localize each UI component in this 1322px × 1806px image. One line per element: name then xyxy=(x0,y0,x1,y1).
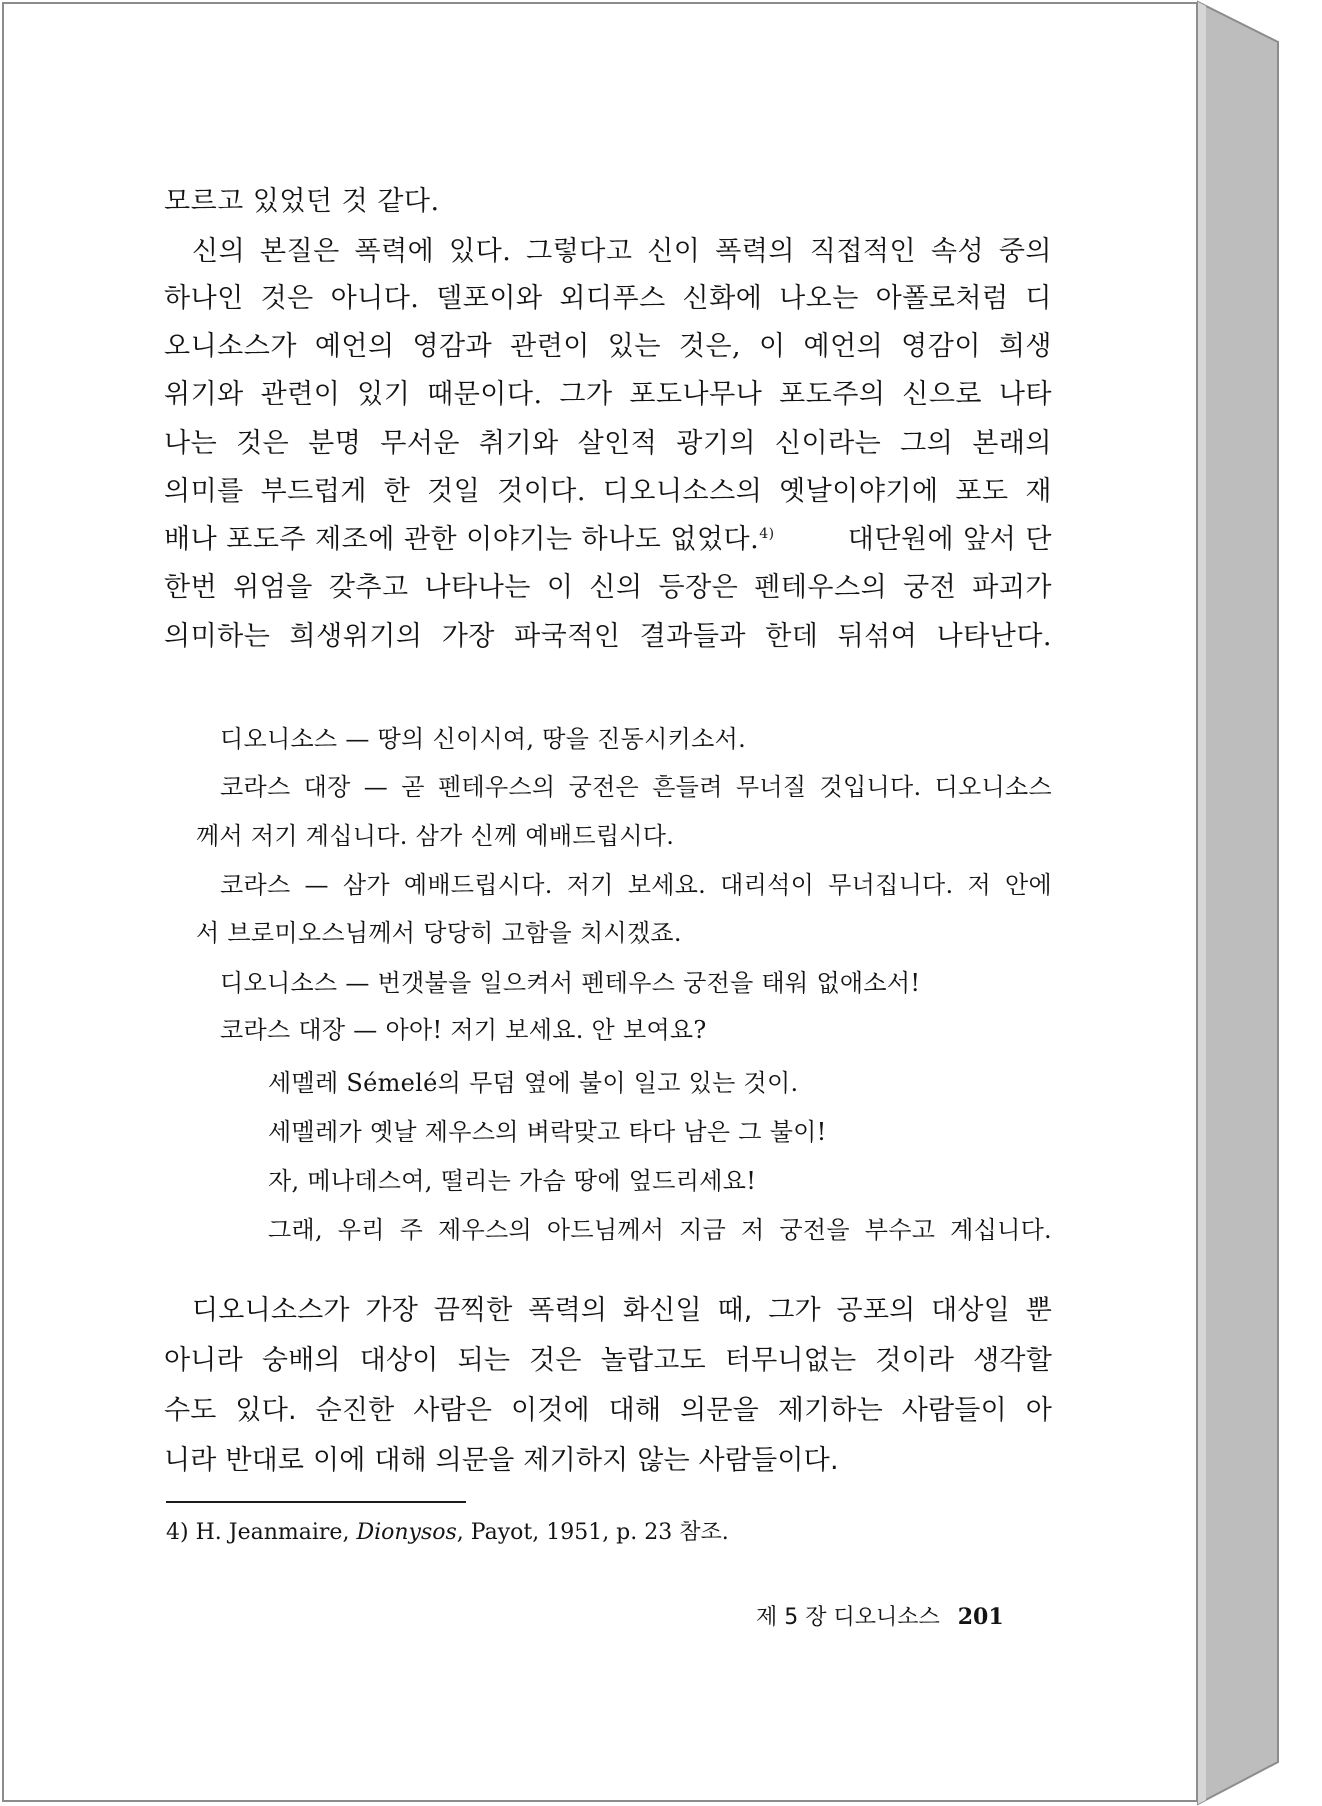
drama-line-6: 디오니소스 — 번갯불을 일으켜서 펜테우스 궁전을 태워 없애소서! xyxy=(220,969,921,997)
paragraph2-line4: 니라 반대로 이에 대해 의문을 제기하지 않는 사람들이다. xyxy=(164,1445,839,1476)
drama-line-3: 께서 저기 계십니다. 삼가 신께 예배드립시다. xyxy=(196,822,675,850)
paragraph1-line7-head: 배나 포도주 제조에 관한 이야기는 하나도 없었다.$^{4)}$ xyxy=(164,524,775,555)
paragraph1-line1: 신의 본질은 폭력에 있다. 그렇다고 신이 폭력의 직접적인 속성 중의 xyxy=(192,236,1052,267)
footnote-divider xyxy=(166,1501,466,1503)
drama-verse-1: 세멜레 Sémelé의 무덤 옆에 불이 일고 있는 것이. xyxy=(268,1069,799,1097)
book-page xyxy=(2,2,1198,1802)
paragraph1-line3: 오니소스가 예언의 영감과 관련이 있는 것은, 이 예언의 영감이 희생 xyxy=(164,331,1052,362)
paragraph1-line5: 나는 것은 분명 무서운 취기와 살인적 광기의 신이라는 그의 본래의 xyxy=(164,428,1052,459)
footnote-author: H. Jeanmaire, xyxy=(195,1520,350,1545)
running-foot xyxy=(756,1603,1004,1632)
paragraph2-line1: 디오니소스가 가장 끔찍한 폭력의 화신일 때, 그가 공포의 대상일 뿐 xyxy=(192,1295,1052,1326)
paragraph2-line3: 수도 있다. 순진한 사람은 이것에 대해 의문을 제기하는 사람들이 아 xyxy=(164,1395,1052,1426)
drama-line-2: 코라스 대장 — 곧 펜테우스의 궁전은 흔들려 무너질 것입니다. 디오니소스 xyxy=(220,773,1052,801)
paragraph2-line2: 아니라 숭배의 대상이 되는 것은 놀랍고도 터무니없는 것이라 생각할 xyxy=(164,1345,1052,1376)
paragraph1-line2: 하나인 것은 아니다. 델포이와 외디푸스 신화에 나오는 아폴로처럼 디 xyxy=(164,283,1052,314)
page-number: 201 xyxy=(957,1604,1004,1630)
drama-verse-4: 그래, 우리 주 제우스의 아드님께서 지금 저 궁전을 부수고 계십니다. xyxy=(268,1216,1052,1244)
chapter-title: 제 5 장 디오니소스 xyxy=(756,1605,940,1630)
drama-line-1: 디오니소스 — 땅의 신이시여, 땅을 진동시키소서. xyxy=(220,725,746,753)
paragraph1-line6: 의미를 부드럽게 한 것일 것이다. 디오니소스의 옛날이야기에 포도 재 xyxy=(164,476,1052,507)
footnote-reference: 4) xyxy=(759,526,775,542)
footnote-rest: , Payot, 1951, p. 23 참조. xyxy=(456,1520,729,1545)
drama-verse-2: 세멜레가 옛날 제우스의 벼락맞고 타다 남은 그 불이! xyxy=(268,1118,827,1146)
drama-verse-3: 자, 메나데스여, 떨리는 가슴 땅에 엎드리세요! xyxy=(268,1167,757,1195)
footnote-number: 4) xyxy=(166,1520,189,1545)
paragraph1-line7-tail: 대단원에 앞서 단 xyxy=(847,524,1052,555)
paragraph1-line8: 한번 위엄을 갖추고 나타나는 이 신의 등장은 펜테우스의 궁전 파괴가 xyxy=(164,572,1052,603)
drama-line-4: 코라스 — 삼가 예배드립시다. 저기 보세요. 대리석이 무너집니다. 저 안에 xyxy=(220,871,1052,899)
paragraph1-line4: 위기와 관련이 있기 때문이다. 그가 포도나무나 포도주의 신으로 나타 xyxy=(164,379,1052,410)
drama-line-5: 서 브로미오스님께서 당당히 고함을 치시겠죠. xyxy=(196,919,682,947)
opening-line: 모르고 있었던 것 같다. xyxy=(164,186,440,217)
paragraph1-line7 xyxy=(164,523,1052,557)
paragraph1-line9: 의미하는 희생위기의 가장 파국적인 결과들과 한데 뒤섞여 나타난다. xyxy=(164,621,1052,652)
footnote xyxy=(166,1519,729,1547)
footnote-title: Dionysos xyxy=(356,1520,457,1545)
drama-line-7: 코라스 대장 — 아아! 저기 보세요. 안 보여요? xyxy=(220,1016,707,1044)
